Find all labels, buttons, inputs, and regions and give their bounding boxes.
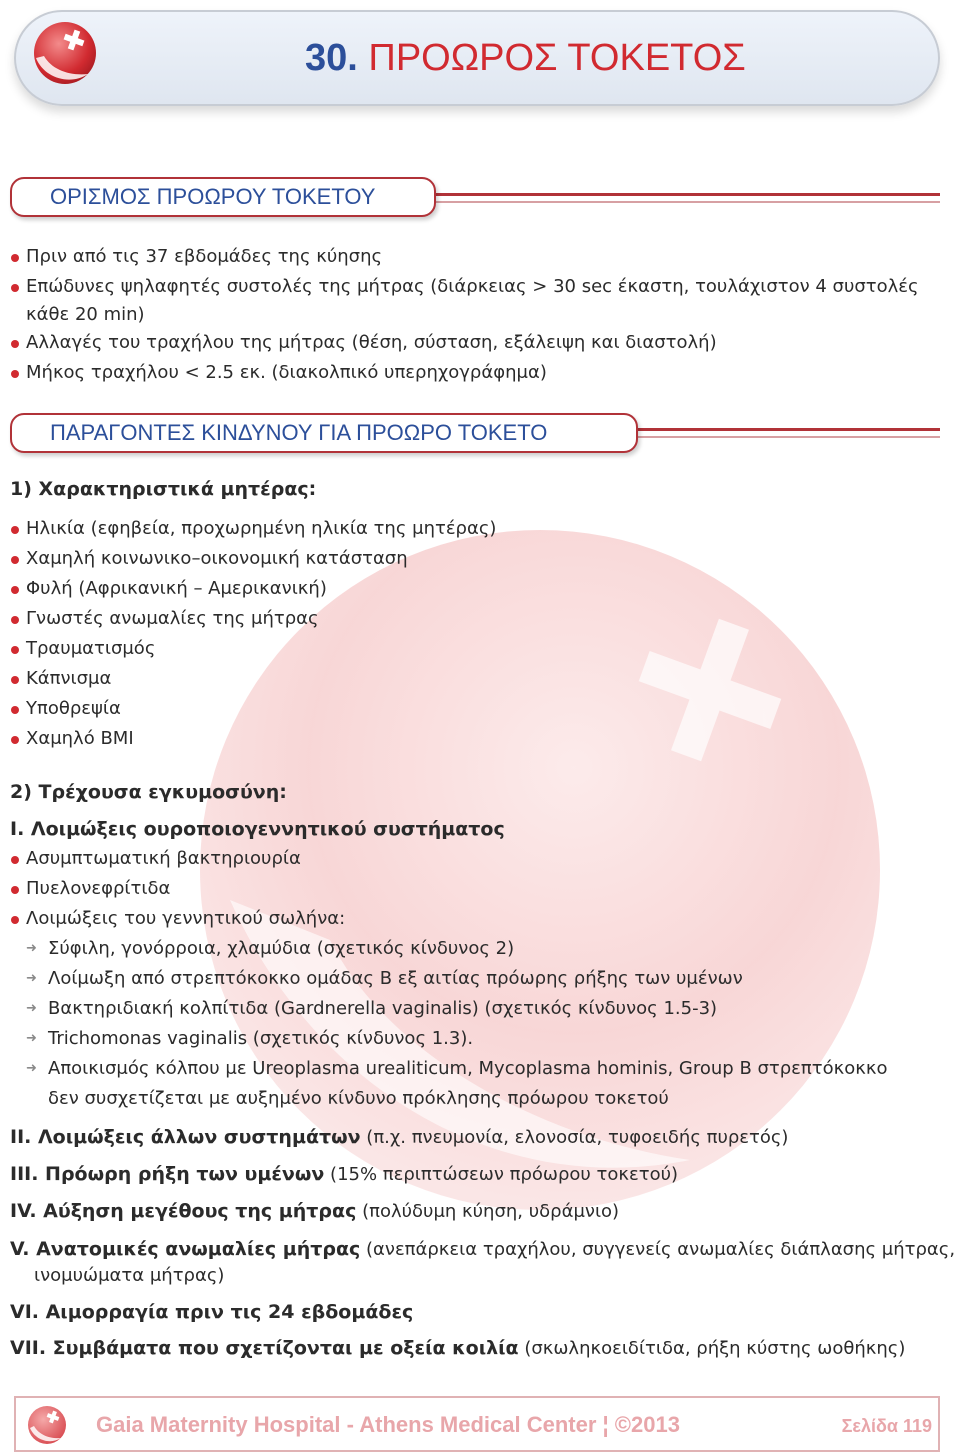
list-item: Γνωστές ανωμαλίες της μήτρας <box>10 604 496 634</box>
page-title <box>305 36 746 80</box>
list-item: Κάπνισμα <box>10 664 496 694</box>
group-uterine-size <box>10 1198 619 1225</box>
group-acute-abdomen <box>10 1335 905 1362</box>
list-item-continuation: κάθε 20 min) <box>26 304 145 325</box>
group-detail-continuation: ινομυώματα μήτρας) <box>34 1265 225 1286</box>
list-item: Ασυμπτωματική βακτηριουρία <box>10 844 345 874</box>
footer-hospital-name: Gaia Maternity Hospital - Athens Medical Center ¦ ©2013 <box>96 1412 680 1437</box>
urogenital-infections-list <box>10 844 345 934</box>
section-divider-line <box>630 428 940 431</box>
sublist-item: ➜ Λοίμωξη από στρεπτόκοκκο ομάδας Β εξ αιτίας πρόωρης ρήξης των υμένων <box>26 964 887 994</box>
group-membrane-rupture <box>10 1161 678 1188</box>
group-heading-urogenital: I. Λοιμώξεις ουροποιογεννητικού συστήματος <box>10 818 505 840</box>
group-heading: II. Λοιμώξεις άλλων συστημάτων <box>10 1126 361 1148</box>
group-heading: VI. Αιμορραγία πριν τις 24 εβδομάδες <box>10 1301 414 1323</box>
maternal-factors-list <box>10 514 496 754</box>
list-item-text: Επώδυνες ψηλαφητές συστολές της μήτρας (διάρκειας > 30 sec έκαστη, τουλάχιστον 4 συστολές <box>26 276 919 297</box>
chapter-title: ΠΡΟΩΡΟΣ ΤΟΚΕΤΟΣ <box>368 37 746 79</box>
definition-list <box>10 242 919 388</box>
page-number: Σελίδα 119 <box>841 1416 932 1436</box>
sublist-item: ➜ Σύφιλη, γονόρροια, χλαμύδια (σχετικός κίνδυνος 2) <box>26 934 887 964</box>
list-item: Τραυματισμός <box>10 634 496 664</box>
subheading-current-pregnancy: 2) Τρέχουσα εγκυμοσύνη: <box>10 781 287 803</box>
list-item: Λοιμώξεις του γεννητικού σωλήνα: <box>10 904 345 934</box>
group-heading: V. Ανατομικές ανωμαλίες μήτρας <box>10 1238 361 1260</box>
list-item: Αλλαγές του τραχήλου της μήτρας (θέση, σύσταση, εξάλειψη και διαστολή) <box>10 328 919 358</box>
group-other-infections <box>10 1124 788 1151</box>
sublist-item <box>26 1054 887 1114</box>
section-divider-line-thin <box>630 436 940 438</box>
section-heading-risk-factors: ΠΑΡΑΓΟΝΤΕΣ ΚΙΝΔΥΝΟΥ ΓΙΑ ΠΡΟΩΡΟ ΤΟΚΕΤΟ <box>10 413 638 453</box>
genital-infections-sublist <box>26 934 887 1114</box>
list-item: Φυλή (Αφρικανική – Αμερικανική) <box>10 574 496 604</box>
hospital-logo-icon <box>30 18 100 88</box>
group-anatomic-anomalies <box>10 1236 955 1289</box>
list-item: Πυελονεφρίτιδα <box>10 874 345 904</box>
group-detail: (π.χ. πνευμονία, ελονοσία, τυφοειδής πυρετός) <box>360 1127 789 1148</box>
group-detail: (πολύδυμη κύηση, υδράμνιο) <box>356 1201 620 1222</box>
chapter-number: 30. <box>305 37 358 79</box>
group-bleeding <box>10 1299 413 1326</box>
section-heading-definition: ΟΡΙΣΜΟΣ ΠΡΟΩΡΟΥ ΤΟΚΕΤΟΥ <box>10 177 436 217</box>
list-item: Ηλικία (εφηβεία, προχωρημένη ηλικία της μητέρας) <box>10 514 496 544</box>
list-item: Υποθρεψία <box>10 694 496 724</box>
list-item <box>10 272 919 328</box>
list-item: Πριν από τις 37 εβδομάδες της κύησης <box>10 242 919 272</box>
section-divider-line <box>430 193 940 196</box>
section-divider-line-thin <box>430 201 940 203</box>
sublist-item: ➜ Trichomonas vaginalis (σχετικός κίνδυνος 1.3). <box>26 1024 887 1054</box>
group-heading: III. Πρόωρη ρήξη των υμένων <box>10 1163 325 1185</box>
group-heading: VII. Συμβάματα που σχετίζονται με οξεία κοιλία <box>10 1337 519 1359</box>
group-detail: (σκωληκοειδίτιδα, ρήξη κύστης ωοθήκης) <box>518 1338 906 1359</box>
footer-logo-icon <box>26 1404 68 1446</box>
group-heading: IV. Αύξηση μεγέθους της μήτρας <box>10 1200 357 1222</box>
list-item: Μήκος τραχήλου < 2.5 εκ. (διακολπικό υπερηχογράφημα) <box>10 358 919 388</box>
subheading-maternal: 1) Χαρακτηριστικά μητέρας: <box>10 478 317 500</box>
list-item: Χαμηλή κοινωνικο–οικονομική κατάσταση <box>10 544 496 574</box>
sublist-item-text: Αποικισμός κόλπου με Ureoplasma urealiticum, Mycoplasma hominis, Group B στρεπτόκοκκο <box>48 1058 888 1079</box>
sublist-item: ➜ Βακτηριδιακή κολπίτιδα (Gardnerella vaginalis) (σχετικός κίνδυνος 1.5-3) <box>26 994 887 1024</box>
group-detail: (15% περιπτώσεων πρόωρου τοκετού) <box>324 1164 679 1185</box>
sublist-item-continuation: δεν συσχετίζεται με αυξημένο κίνδυνο πρόκλησης πρόωρου τοκετού <box>48 1088 669 1109</box>
list-item: Χαμηλό BMI <box>10 724 496 754</box>
group-detail: (ανεπάρκεια τραχήλου, συγγενείς ανωμαλίες διάπλασης μήτρας, <box>360 1239 956 1260</box>
